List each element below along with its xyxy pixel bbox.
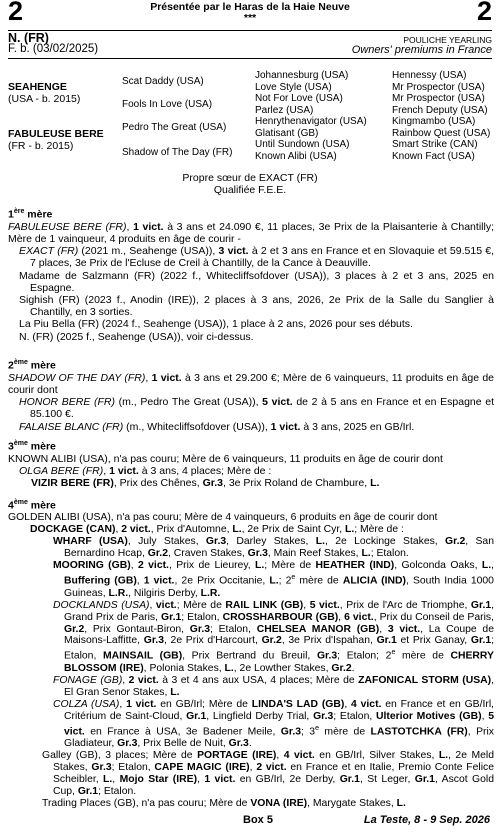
section-title-third-dam: 3ème mère [8, 440, 56, 453]
divider-bottom [8, 58, 492, 59]
pedigree-g3-4: French Deputy (USA) [392, 104, 488, 116]
paragraph: FONAGE (GB), 2 vict. à 3 et 4 ans aux USA, 4 places; Mère de ZAFONICAL STORM (USA), El Gran Senor Stakes, L. [53, 674, 494, 698]
paragraph: N. (FR) (2025 f., Seahenge (USA)), voir ci-dessus. [19, 330, 254, 343]
section-first-dam [8, 206, 494, 343]
consignor-title: Présentée par le Haras de la Haie Neuve [150, 1, 350, 13]
lot-number-right: 2 [476, 0, 492, 26]
note-sister: Propre sœur de EXACT (FR) [182, 172, 318, 184]
pedigree-g3-col [392, 70, 490, 162]
pedigree-g1-4: Shadow of The Day (FR) [122, 147, 233, 158]
consignor-header [90, 2, 410, 24]
sire-name: SEAHENGE [8, 81, 67, 93]
paragraph: HONOR BERE (FR) (m., Pedro The Great (USA)), 5 vict. de 2 à 5 ans en France et en Espagne et 85.100 €. [19, 396, 495, 421]
pedigree-g2-3: Not For Love (USA) [255, 93, 343, 104]
section-third-dam [8, 438, 494, 489]
owners-premiums: Owners' premiums in France [351, 44, 492, 56]
paragraph: DOCKLANDS (USA), vict.; Mère de RAIL LINK (GB), 5 vict., Prix de l'Arc de Triomphe, Gr.1, Grand Prix de Paris, Gr.1; Etalon, CROSSHARBOUR (GB), 6 vict., Prix du Conseil de Paris, Gr.2, Prix Gontaut-Biron, Gr.3; Etalon, CHELSEA MANOR (GB), 3 vict., La Coupe de Maisons-Laffitte, Gr.3, 2e Prix d'Harcourt, Gr.2, 3e Prix d'Ispahan, Gr.1 et Prix Ganay, Gr.1; Etalon, MAINSAIL (GB), Prix Bertrand du Breuil, Gr.3; Etalon; 2e mère de CHERRY BLOSSOM (IRE), Polonia Stakes, L., 2e Lowther Stakes, Gr.2. [53, 599, 495, 674]
footer-venue: La Teste, 8 - 9 Sep. 2026 [363, 814, 490, 826]
paragraph: VIZIR BERE (FR), Prix des Chênes, Gr.3, 3e Prix Roland de Chambure, L. [31, 477, 380, 490]
pedigree-g1-1: Scat Daddy (USA) [122, 76, 204, 87]
paragraph: GOLDEN ALIBI (USA), n'a pas couru; Mère de 4 vainqueurs, 6 produits en âge de courir dont [8, 512, 438, 524]
pedigree-dam [8, 128, 104, 152]
dam-info: (FR - b. 2015) [8, 140, 74, 152]
pedigree-g2-5: Henrythenavigator (USA) [255, 116, 367, 127]
paragraph: La Piu Bella (FR) (2024 f., Seahenge (USA)), 1 place à 2 ans, 2026 pour ses débuts. [19, 318, 413, 331]
lot-number-left: 2 [8, 0, 24, 26]
pedigree-g1-3: Pedro The Great (USA) [122, 122, 227, 133]
section-title-first-dam: 1ère mère [8, 208, 53, 221]
sire-info: (USA - b. 2015) [8, 93, 81, 105]
pedigree-g2-7: Until Sundown (USA) [255, 139, 350, 150]
note-qualified: Qualifiée F.E.E. [213, 184, 287, 196]
paragraph: MOORING (GB), 2 vict., Prix de Lieurey, L.; Mère de HEATHER (IND), Golconda Oaks, L., Buffering (GB), 1 vict., 2e Prix Occitanie, L.; 2e mère de ALICIA (IND), South India 1000 Guineas, L.R., Nilgiris Derby, L.R. [53, 560, 494, 599]
section-title-fourth-dam: 4ème mère [8, 499, 56, 512]
paragraph: EXACT (FR) (2021 m., Seahenge (USA)), 3 vict. à 2 et 3 ans en France et en Slovaquie et 59.515 €, 7 places, 3e Prix de l'Ecluse de Creil à Chantilly, de la Cance à Deauville. [19, 245, 494, 270]
paragraph: COLZA (USA), 1 vict. en GB/Irl; Mère de LINDA'S LAD (GB), 4 vict. en France et en GB/Irl, Critérium de Saint-Cloud, Gr.1, Lingfield Derby Trial, Gr.3; Etalon, Ulterior Motives (GB), 5 vict. en France à USA, 3e Badener Meile, Gr.3; 3e mère de LASTOTCHKA (FR), Prix Gladiateur, Gr.3, Prix Belle de Nuit, Gr.3. [53, 698, 495, 750]
pedigree-g3-7: Smart Strike (CAN) [392, 139, 478, 150]
pedigree-g3-3: Mr Prospector (USA) [392, 93, 485, 104]
horse-name: N. (FR) [8, 31, 49, 45]
pedigree-g2-6: Glatisant (GB) [255, 127, 319, 139]
section-second-dam [8, 357, 494, 433]
paragraph: WHARF (USA), July Stakes, Gr.3, Darley Stakes, L., 2e Lockinge Stakes, Gr.2, San Bernardino Hcap, Gr.2, Craven Stakes, Gr.3, Main Reef Stakes, L.; Etalon. [53, 536, 494, 560]
pedigree-g2-col [255, 70, 367, 162]
footer-box: Box 5 [243, 814, 273, 826]
horse-category: POULICHE YEARLING [403, 35, 492, 45]
pedigree-g3-6: Rainbow Quest (USA) [392, 127, 491, 139]
pedigree-sire [8, 81, 80, 105]
paragraph: SHADOW OF THE DAY (FR), 1 vict. à 3 ans et 29.200 €; Mère de 6 vainqueurs, 11 produits en âge de courir dont [8, 371, 494, 396]
paragraph: KNOWN ALIBI (USA), n'a pas couru; Mère de 6 vainqueurs, 11 produits en âge de courir dont [8, 452, 443, 465]
paragraph: FALAISE BLANC (FR) (m., Whitecliffsofdover (USA)), 1 vict. à 3 ans, 2025 en GB/Irl. [19, 420, 415, 433]
paragraph: DOCKAGE (CAN), 2 vict., Prix d'Automne, L., 2e Prix de Saint Cyr, L.; Mère de : [30, 524, 404, 536]
pedigree-g3-5: Kingmambo (USA) [392, 116, 476, 127]
divider-top [8, 30, 492, 31]
horse-details: F. b. (03/02/2025) [8, 43, 99, 55]
pedigree-g3-2: Mr Prospector (USA) [392, 81, 485, 93]
section-fourth-dam [8, 497, 494, 810]
paragraph: Trading Places (GB), n'a pas couru; Mère de VONA (IRE), Marygate Stakes, L. [42, 797, 406, 809]
section-title-second-dam: 2ème mère [8, 359, 56, 372]
pedigree-g2-2: Love Style (USA) [255, 81, 332, 93]
pedigree-g1-2: Fools In Love (USA) [122, 99, 213, 110]
pedigree-g2-1: Johannesburg (USA) [255, 70, 349, 81]
pedigree-g3-8: Known Fact (USA) [392, 150, 475, 162]
consignor-stars: *** [243, 12, 257, 24]
paragraph: Madame de Salzmann (FR) (2022 f., Whitecliffsofdover (USA)), 3 places à 2 et 3 ans, 2025 en Espagne. [19, 269, 494, 294]
notes [0, 172, 500, 196]
paragraph: Galley (GB), 3 places; Mère de PORTAGE (IRE), 4 vict. en GB/Irl, Silver Stakes, L., 2e Meld Stakes, Gr.3; Etalon, CAPE MAGIC (IRE), 2 vict. en France et en Italie, Premio Conte Felice Scheibler, L., Mojo Star (IRE), 1 vict. en GB/Irl, 2e Derby, Gr.1, St Leger, Gr.1, Ascot Gold Cup, Gr.1; Etalon. [42, 749, 494, 797]
paragraph: FABULEUSE BERE (FR), 1 vict. à 3 ans et 24.090 €, 11 places, 3e Prix de la Plaisanterie à Chantilly; Mère de 1 vainqueur, 4 produits en âge de courir - [8, 220, 494, 245]
pedigree-g3-1: Hennessy (USA) [392, 70, 467, 81]
paragraph: Sighish (FR) (2023 f., Anodin (IRE)), 2 places à 3 ans, 2026, 2e Prix de la Salle du Sanglier à Chantilly, en 3 sorties. [19, 293, 494, 319]
pedigree-g2-4: Parlez (USA) [255, 104, 314, 116]
paragraph: OLGA BERE (FR), 1 vict. à 3 ans, 4 places; Mère de : [19, 464, 272, 477]
dam-name: FABULEUSE BERE [8, 128, 104, 140]
pedigree-g2-8: Known Alibi (USA) [255, 150, 337, 162]
